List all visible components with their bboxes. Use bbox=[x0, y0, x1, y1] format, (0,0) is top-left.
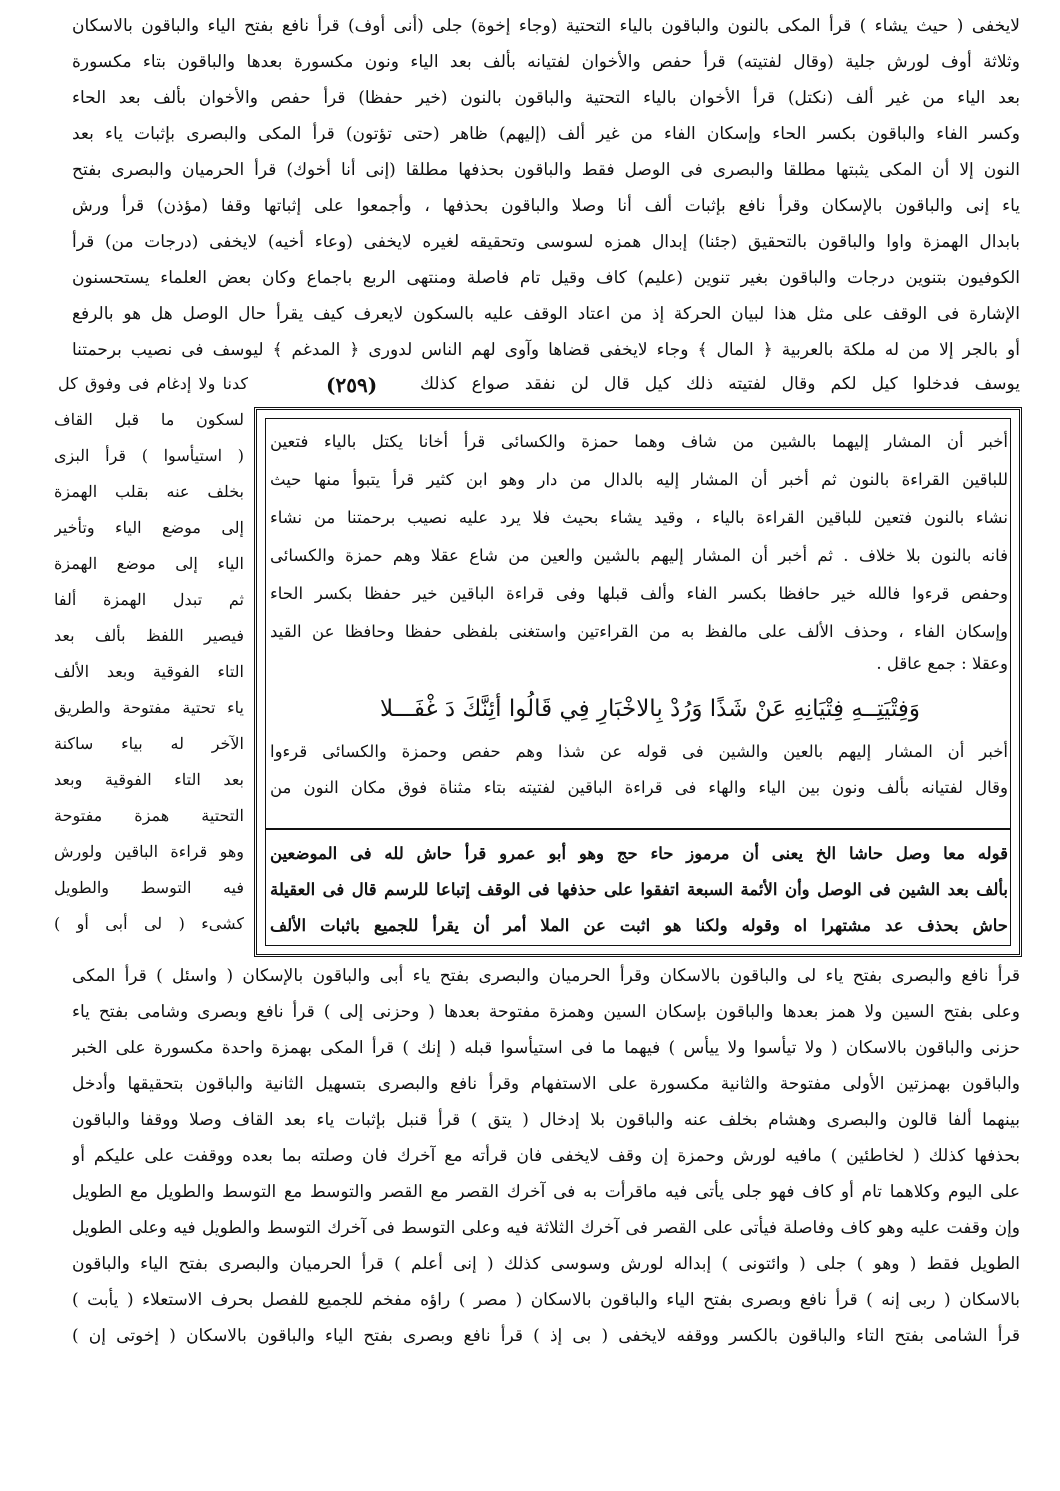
box-line: وقال لفتيانه بألف ونون بين الياء والهاء فى قراءة الباقين لفتيته بتاء مثناة فوق مكان النون من bbox=[270, 778, 1008, 797]
poem-verse: وَفِتْيَتِــهِ فِتْيَانِهِ عَنْ شَذًا وَرُدْ بِالاخْبَارِ فِي قَالُوا أئِنَّكَ دَ غْفَـــلا bbox=[379, 696, 921, 722]
box-line: نشاء بالنون فتعين للباقين القراءة بالياء ، وقيد يشاء بحيث فلا يرد عليه نصيب برحمتنا من نشاء bbox=[270, 508, 1008, 527]
box-line: أخبر أن المشار إليهم بالعين والشين فى قوله عن شذا وهم حفص وحمزة والكسائى قرءوا bbox=[270, 742, 1008, 761]
box-line: وحفص قرءوا فالله خير حافظا بكسر الفاء وألف قبلها وفى قراءة الباقين خير حفظا بكسر الحاء bbox=[270, 584, 1008, 603]
text-line: ياء إنى والباقون بالإسكان وقرأ نافع بإثبات ألف أنا وصلا والباقون بحذفها ، وأجمعوا على إثباتها وقفا (مؤذن) قرأ ورش bbox=[72, 196, 1020, 216]
text-line: لايخفى ( حيث يشاء ) قرأ المكى بالنون والباقون بالياء التحتية (وجاء إخوة) جلى (أنى أوف) قرأ نافع بفتح الياء والباقون بالاسكان bbox=[72, 16, 1020, 36]
text-line: وإن وقفت عليه وهو كاف وفاصلة فيأتى على القصر فى آخرك الثلاثة فيه وعلى التوسط فى آخرك التوسط والطويل فيه وعلى الطويل bbox=[72, 1218, 1020, 1238]
side-line: وهو قراءة الباقين ولورش bbox=[54, 842, 244, 861]
side-line: فيه التوسط والطويل bbox=[54, 878, 244, 897]
box-separator bbox=[265, 828, 1011, 830]
side-line: لسكون ما قبل القاف bbox=[54, 410, 244, 429]
text-line: وكسر الفاء والباقون بكسر الحاء وإسكان الفاء من غير ألف (إليهم) ظاهر (حتى تؤتون) قرأ المكى والبصرى بإثبات ياء بعد bbox=[72, 124, 1020, 144]
footnote-line: بألف بعد الشين فى الوصل وأن الأئمة السبعة اتفقوا على حذفها فى الوقف إتباعا للرسم قال فى العقيلة bbox=[270, 880, 1008, 899]
side-line: التحتية همزة مفتوحة bbox=[54, 806, 244, 825]
text-line: وعلى بفتح السين ولا همز بعدها والباقون بإسكان السين وهمزة مفتوحة بعدها ( وحزنى إلى ) قرأ نافع وبصرى وشامى بفتح ياء bbox=[72, 1002, 1020, 1022]
page-number: (٢٥٩) bbox=[326, 373, 378, 397]
text-line: بابدال الهمزة واوا والباقون بالتحقيق (جئنا) إبدال همزه لسوسى وتحقيقه لغيره لايخفى (وعاء أخيه) لايخفى (درجات من) قرأ bbox=[72, 232, 1020, 252]
side-line: الآخر له بياء ساكنة bbox=[54, 734, 244, 753]
text-line: بحذفها كذلك ( لخاطئين ) مافيه لورش وحمزة إن وقف لايخفى فان قرأته مع آخرك فان وصلته بما بعده ووقفت على عليكم أو bbox=[72, 1146, 1020, 1166]
bracket-line-right: يوسف فدخلوا كيل لكم وقال لفتيته ذلك كيل قال لن نفقد صواع كذلك bbox=[420, 374, 1020, 394]
text-line: الطويل فقط ( وهو ) جلى ( وائتونى ) إبداله لورش وسوسى كذلك ( إنى أعلم ) قرأ الحرميان والبصرى بفتح الياء والباقون bbox=[72, 1254, 1020, 1274]
text-line: الكوفيون بتنوين درجات والباقون بغير تنوين (عليم) كاف وقيل تام فاصلة ومنتهى الربع باجماع وكان بعض العلماء يستحسنون bbox=[72, 268, 1020, 288]
side-line: بخلف عنه بقلب الهمزة bbox=[54, 482, 244, 501]
text-line: حزنى والباقون بالاسكان ( ولا تيأسوا ولا ييأس ) فيهما ما فى استيأسوا قبله ( إنك ) قرأ المكى بهمزة واحدة مكسورة على الخبر bbox=[72, 1038, 1020, 1058]
text-line: بينهما ألفا قالون والبصرى وهشام بخلف عنه والباقون بلا إدخال ( يتق ) قرأ قنبل بإثبات ياء بعد القاف وصلا ووقفا والباقون bbox=[72, 1110, 1020, 1130]
box-line: أخبر أن المشار إليهما بالشين من شاف وهما حمزة والكسائى قرأ أخانا يكتل بالياء فتعين bbox=[270, 432, 1008, 451]
text-line: قرأ الشامى بفتح التاء والباقون بالكسر ووقفه لايخفى ( بى إذ ) قرأ نافع وبصرى بفتح الياء والباقون بالاسكان ( إخوتى إن ) bbox=[72, 1326, 1020, 1346]
text-line: قرأ نافع والبصرى بفتح ياء لى والباقون بالاسكان وقرأ الحرميان والبصرى بفتح ياء أبى والباقون بالإسكان ( واسئل ) قرأ المكى bbox=[72, 966, 1020, 986]
text-line: أو بالجر إلا من له ملكة بالعربية ﴿ المال ﴾ وجاء لايخفى قضاها وآوى لهم الناس لدورى ﴿ المدغم ﴾ ليوسف فى نصيب برحمتنا bbox=[72, 340, 1020, 360]
box-line: فانه بالنون بلا خلاف . ثم أخبر أن المشار إليهم بالشين والعين من شاع عقلا وهم حمزة والكسائى bbox=[270, 546, 1008, 565]
text-line: بالاسكان ( ربى إنه ) قرأ نافع وبصرى بفتح الياء والباقون بالاسكان ( مصر ) راؤه مفخم للجميع للفصل بحرف الاستعلاء ( يأبت ) bbox=[72, 1290, 1020, 1310]
text-line: والباقون بهمزتين الأولى مفتوحة والثانية مكسورة على الاستفهام وقرأ نافع والبصرى بتسهيل الثانية والباقون بتحقيقها وأدخل bbox=[72, 1074, 1020, 1094]
side-line: ياء تحتية مفتوحة والطريق bbox=[54, 698, 244, 717]
footnote-line: حاش بحذف عد مشتهرا اه وقوله ولكنا هو اثبت عن الملا أمر أن يقرأ للجميع باثبات الألف bbox=[270, 916, 1008, 935]
box-line: وإسكان الفاء ، وحذف الألف على مالفظ به من القراءتين واستغنى بلفظى حفظا وحافظا عن القيد bbox=[270, 622, 1008, 641]
side-line: التاء الفوقية وبعد الألف bbox=[54, 662, 244, 681]
side-line: إلى موضع الياء وتأخير bbox=[54, 518, 244, 537]
text-line: الإشارة فى الوقف على مثل هذا لبيان الحركة إذ من اعتاد الوقف عليه بالسكون لايعرف كيف يقرأ حال الوصل هل هو بالرفع bbox=[72, 304, 1020, 324]
text-line: وثلاثة أوف لورش جلية (وقال لفتيته) قرأ حفص والأخوان لفتيانه بألف بعد الياء ونون مكسورة بعدها والباقون بتاء مكسورة bbox=[72, 52, 1020, 72]
text-line: على اليوم وكلاهما تام أو كاف فهو جلى يأتى فيه ماقرأت به فى آخرك القصر مع القصر والتوسط مع التوسط والطويل مع الطويل bbox=[72, 1182, 1020, 1202]
side-line: بعد التاء الفوقية وبعد bbox=[54, 770, 244, 789]
side-line: ( استيأسوا ) قرأ البزى bbox=[54, 446, 244, 465]
text-line: النون إلا أن المكى يثبتها مطلقا والبصرى فى الوصل فقط والباقون بحذفها مطلقا (إنى أنا أخوك) قرأ الحرميان والبصرى بفتح bbox=[72, 160, 1020, 180]
bracket-line-left: كدنا ولا إدغام فى وفوق كل bbox=[58, 374, 248, 393]
box-line: وعقلا : جمع عاقل . bbox=[876, 654, 1008, 673]
side-line: الياء إلى موضع الهمزة bbox=[54, 554, 244, 573]
text-line: بعد الياء من غير ألف (نكتل) قرأ الأخوان بالياء التحتية والباقون بالنون (خير حفظا) قرأ حفص والأخوان بألف بعد الحاء bbox=[72, 88, 1020, 108]
side-line: فيصير اللفظ بألف بعد bbox=[54, 626, 244, 645]
side-line: ثم تبدل الهمزة ألفا bbox=[54, 590, 244, 609]
footnote-line: قوله معا وصل حاشا الخ يعنى أن مرموز حاء حج وهو أبو عمرو قرأ حاش لله فى الموضعين bbox=[270, 844, 1008, 863]
side-line: كشىء ( لى أبى أو ) bbox=[54, 914, 244, 933]
box-line: للباقين القراءة بالنون ثم أخبر أن المشار إليه بالدال من دار وهو ابن كثير قرأ يتبوأ منها حيث bbox=[270, 470, 1008, 489]
